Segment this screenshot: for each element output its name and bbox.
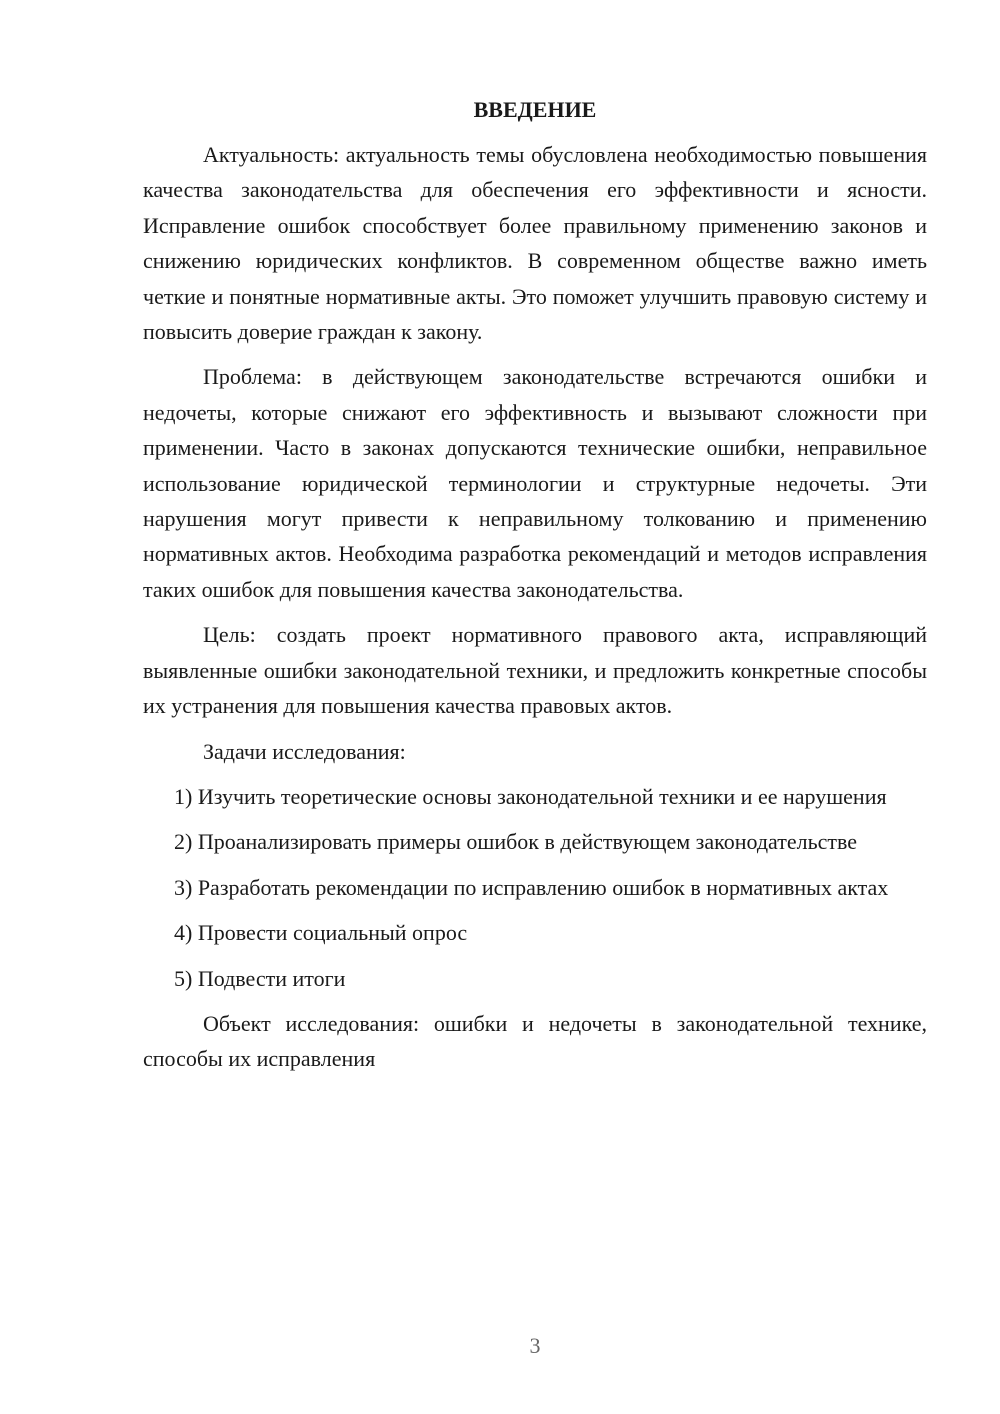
page-content: [143, 92, 927, 1077]
task-item-3: 3) Разработать рекомендации по исправлению ошибок в нормативных актах: [174, 874, 889, 900]
task-item-2: 2) Проанализировать примеры ошибок в действующем законодательстве: [174, 829, 858, 855]
problem-paragraph: Проблема: в действующем законодательстве встречаются ошибки и недочеты, которые снижают его эффективность и вызывают сложности при применении. Часто в законах допускаются технические ошибки, неправильное использование юридической терминологии и структурные недочеты. Эти нарушения могут привести к неправильному толкованию и применению нормативных актов. Необходима разработка рекомендаций и методов исправления таких ошибок для повышения качества законодательства.: [143, 364, 927, 602]
tasks-heading: Задачи исследования:: [203, 738, 406, 764]
section-title: ВВЕДЕНИЕ: [473, 97, 597, 122]
task-item-5: 5) Подвести итоги: [174, 965, 346, 991]
relevance-paragraph: Актуальность: актуальность темы обусловлена необходимостью повышения качества законодательства для обеспечения его эффективности и ясности. Исправление ошибок способствует более правильному применению законов и снижению юридических конфликтов. В современном обществе важно иметь четкие и понятные нормативные акты. Это поможет улучшить правовую систему и повысить доверие граждан к закону.: [143, 142, 927, 345]
object-paragraph: Объект исследования: ошибки и недочеты в законодательной технике, способы их исправления: [143, 1010, 927, 1072]
goal-paragraph: Цель: создать проект нормативного правового акта, исправляющий выявленные ошибки законодательной техники, и предложить конкретные способы их устранения для повышения качества правовых актов.: [143, 622, 927, 719]
task-item-4: 4) Провести социальный опрос: [174, 920, 468, 946]
page-number: 3: [529, 1333, 541, 1358]
task-item-1: 1) Изучить теоретические основы законодательной техники и ее нарушения: [174, 783, 887, 809]
